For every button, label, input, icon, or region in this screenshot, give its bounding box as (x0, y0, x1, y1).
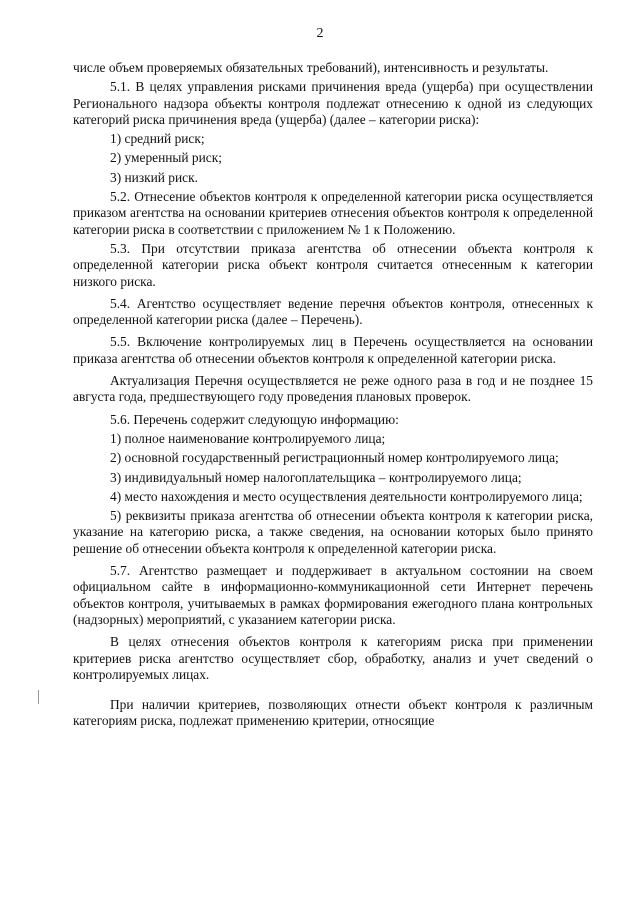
paragraph-actualization: Актуализация Перечня осуществляется не реже одного раза в год и не позднее 15 августа года, предшествующего году проведения плановых проверок. (73, 373, 593, 405)
paragraph-5-1: 5.1. В целях управления рисками причинения вреда (ущерба) при осуществлении Регионального надзора объекты контроля подлежат отнесению к одной из следующих категорий риска причинения вреда (ущерба) (далее – категории риска): (73, 79, 593, 127)
page-number: 2 (316, 26, 324, 41)
list-item-risk-low: 3) низкий риск. (110, 169, 198, 185)
paragraph-5-2: 5.2. Отнесение объектов контроля к определенной категории риска осуществляется приказом агентства на основании критериев отнесения объектов контроля к определенной категории риска в соответствии с приложением № 1 к Положению. (73, 189, 593, 237)
list-item-location: 4) место нахождения и место осуществления деятельности контролируемого лица; (110, 488, 583, 504)
margin-mark (38, 690, 39, 704)
paragraph-criteria: При наличии критериев, позволяющих отнести объект контроля к различным категориям риска, подлежат применению критерии, относящие (73, 697, 593, 729)
list-item-ogrn: 2) основной государственный регистрационный номер контролируемого лица; (110, 450, 559, 466)
paragraph-5-3: 5.3. При отсутствии приказа агентства об отнесении объекта контроля к определенной категории риска объект контроля считается отнесенным к категории низкого риска. (73, 240, 593, 289)
paragraph-5-6: 5.6. Перечень содержит следующую информацию: (110, 411, 399, 427)
document-body (73, 60, 593, 730)
paragraph-continuation: числе объем проверяемых обязательных требований), интенсивность и результаты. (73, 60, 549, 75)
paragraph-5-4: 5.4. Агентство осуществляет ведение перечня объектов контроля, отнесенных к определенной категории риска (далее – Перечень). (73, 295, 593, 328)
list-item-risk-medium: 1) средний риск; (110, 131, 205, 147)
paragraph-5-7: 5.7. Агентство размещает и поддерживает в актуальном состоянии на своем официальном сайте в информационно-коммуникационной сети Интернет перечень объектов контроля, учитываемых в рамках формирования ежегодного плана контрольных (надзорных) мероприятий, с указанием категории риска. (73, 563, 593, 627)
list-item-inn: 3) индивидуальный номер налогоплательщика – контролируемого лица; (110, 469, 522, 485)
list-item-full-name: 1) полное наименование контролируемого лица; (110, 430, 386, 446)
paragraph-data-collection: В целях отнесения объектов контроля к категориям риска при применении критериев риска агентство осуществляет сбор, обработку, анализ и учет сведений о контролируемых лицах. (73, 634, 593, 682)
list-item-risk-moderate: 2) умеренный риск; (110, 150, 222, 166)
paragraph-5-5: 5.5. Включение контролируемых лиц в Перечень осуществляется на основании приказа агентства об отнесении объектов контроля к определенной категории риска. (73, 334, 593, 366)
list-item-order-details: 5) реквизиты приказа агентства об отнесении объекта контроля к категории риска, указание на категорию риска, а также сведения, на основании которых было принято решение об отнесении объекта контроля к определенной категории риска. (73, 508, 593, 556)
